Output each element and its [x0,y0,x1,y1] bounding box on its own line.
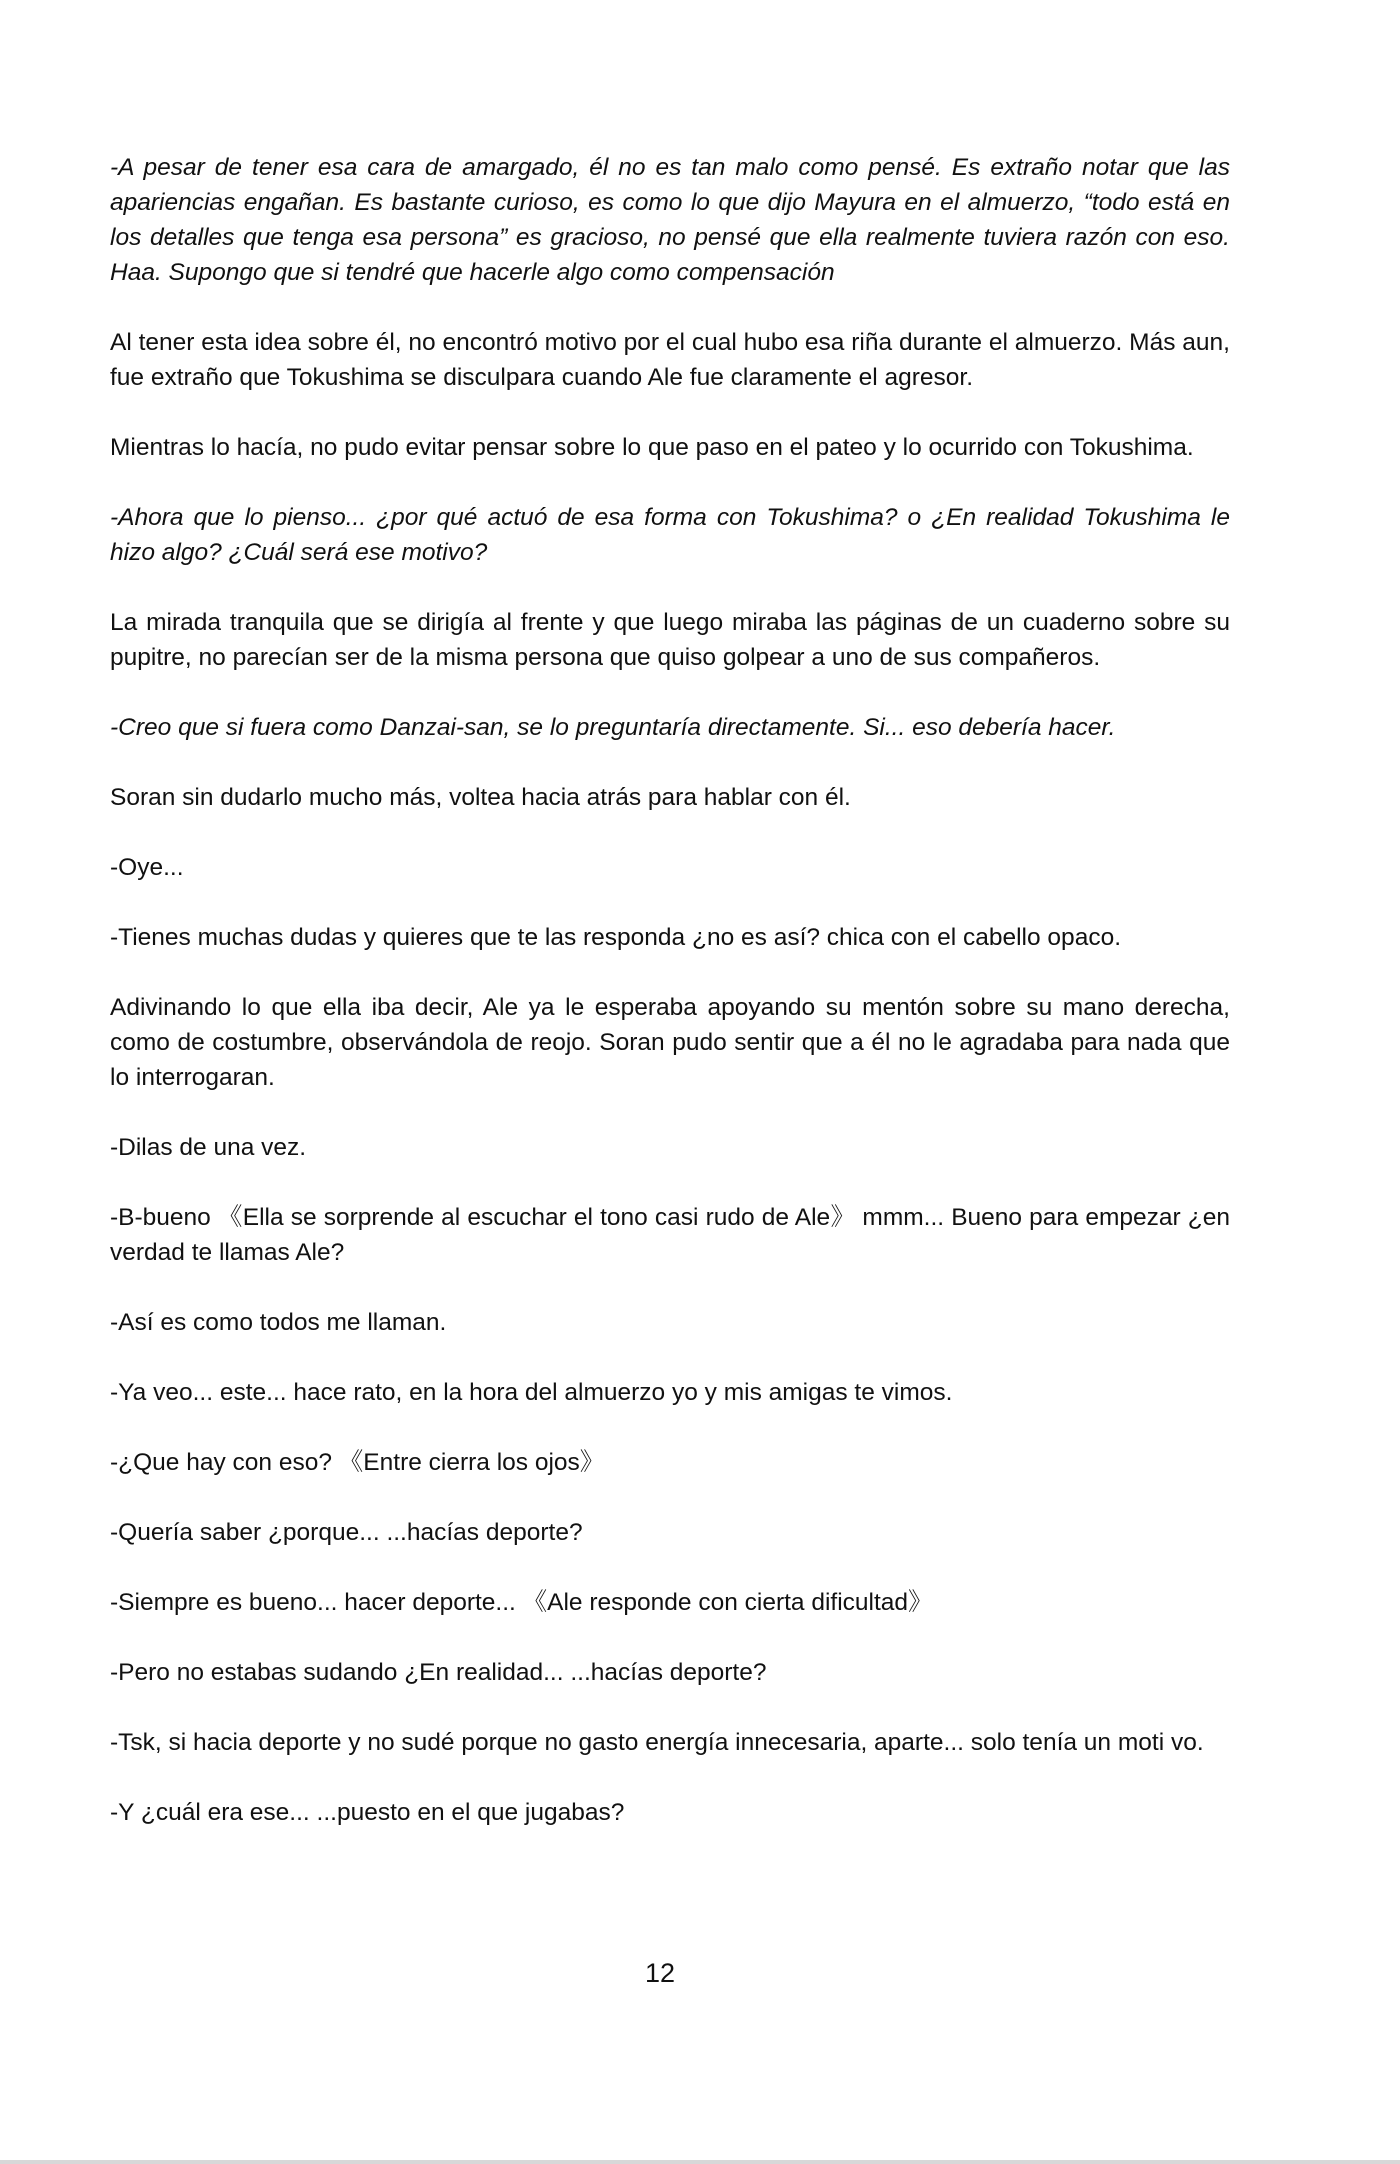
page-number: 12 [644,1958,676,1988]
paragraph-thought-3: -Creo que si fuera como Danzai-san, se lo preguntaría directamente. Si... eso debería hacer. [110,714,1116,741]
dialogue-line: -Y ¿cuál era ese... ...puesto en el que jugabas? [110,1799,625,1826]
paragraph-thought-2: -Ahora que lo pienso... ¿por qué actuó de esa forma con Tokushima? o ¿En realidad Tokushima le hizo algo? ¿Cuál será ese motivo? [110,504,1230,566]
dialogue-line: -Así es como todos me llaman. [110,1309,447,1336]
paragraph-narration-2: Mientras lo hacía, no pudo evitar pensar sobre lo que paso en el pateo y lo ocurrido con Tokushima. [110,434,1194,461]
page-body [110,150,1230,1865]
dialogue-line: -Dilas de una vez. [110,1134,307,1161]
page-bottom-edge [0,2160,1400,2164]
paragraph-thought-1: -A pesar de tener esa cara de amargado, él no es tan malo como pensé. Es extraño notar que las apariencias engañan. Es bastante curioso, es como lo que dijo Mayura en el almuerzo, “todo está en los detalles que tenga esa persona” es gracioso, no pensé que ella realmente tuviera razón con eso. Haa. Supongo que si tendré que hacerle algo como compensación [110,154,1230,286]
dialogue-line: -Tsk, si hacia deporte y no sudé porque no gasto energía innecesaria, aparte... solo tenía un moti vo. [110,1729,1204,1756]
dialogue-line: -Pero no estabas sudando ¿En realidad... ...hacías deporte? [110,1659,767,1686]
dialogue-line: -Tienes muchas dudas y quieres que te las responda ¿no es así? chica con el cabello opaco. [110,924,1121,951]
dialogue-line: -Siempre es bueno... hacer deporte... 《Ale responde con cierta dificultad》 [110,1589,933,1616]
paragraph-narration-3: La mirada tranquila que se dirigía al frente y que luego miraba las páginas de un cuaderno sobre su pupitre, no parecían ser de la misma persona que quiso golpear a uno de sus compañeros. [110,609,1230,671]
dialogue-line: -B-bueno 《Ella se sorprende al escuchar el tono casi rudo de Ale》 mmm... Bueno para empezar ¿en verdad te llamas Ale? [110,1204,1230,1266]
dialogue-line: -¿Que hay con eso? 《Entre cierra los ojos》 [110,1449,605,1476]
dialogue-line: -Quería saber ¿porque... ...hacías deporte? [110,1519,583,1546]
dialogue-line: -Ya veo... este... hace rato, en la hora del almuerzo yo y mis amigas te vimos. [110,1379,953,1406]
paragraph-narration-4: Soran sin dudarlo mucho más, voltea hacia atrás para hablar con él. [110,784,851,811]
paragraph-narration-5: Adivinando lo que ella iba decir, Ale ya le esperaba apoyando su mentón sobre su mano derecha, como de costumbre, observándola de reojo. Soran pudo sentir que a él no le agradaba para nada que lo interrogaran. [110,994,1230,1091]
dialogue-line: -Oye... [110,854,184,881]
paragraph-narration-1: Al tener esta idea sobre él, no encontró motivo por el cual hubo esa riña durante el almuerzo. Más aun, fue extraño que Tokushima se disculpara cuando Ale fue claramente el agresor. [110,329,1230,391]
